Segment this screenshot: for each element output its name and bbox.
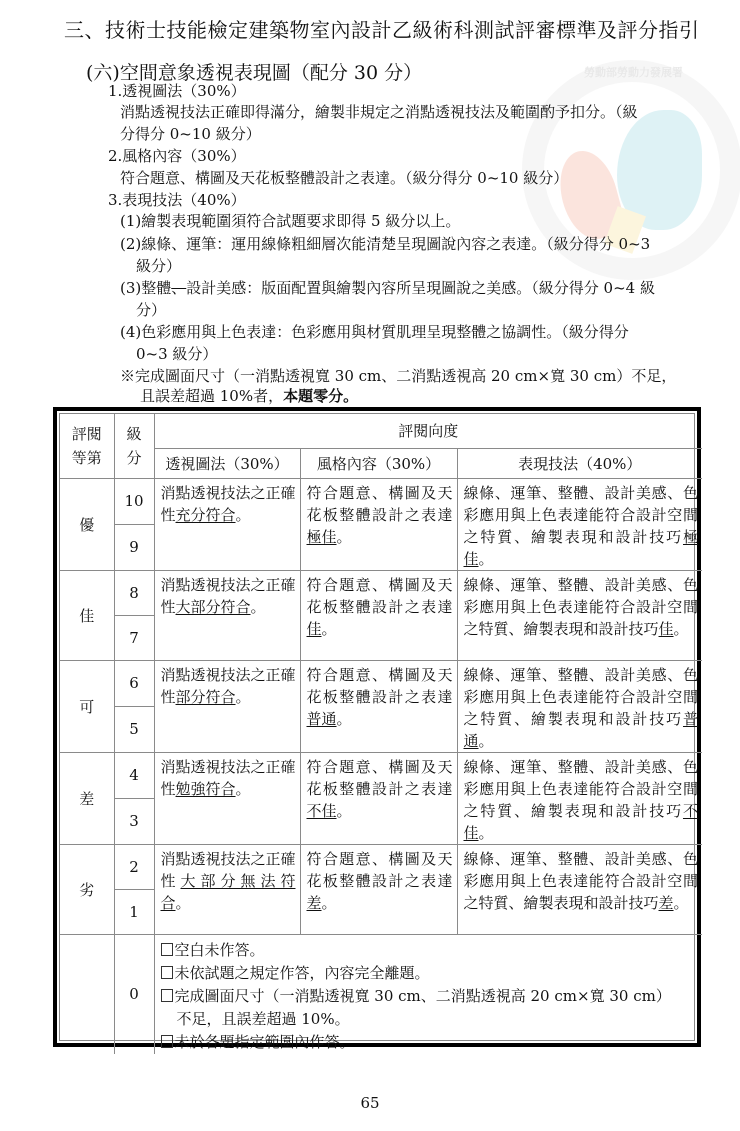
header-col-perspective: 透視圖法（30%） xyxy=(154,448,300,478)
header-col-technique: 表現技法（40%） xyxy=(457,448,702,478)
scoring-table xyxy=(53,407,701,1051)
criterion-3-heading: 3.表現技法（40%） xyxy=(108,191,246,209)
header-grade: 評閱 等第 xyxy=(60,414,114,478)
header-score: 級 分 xyxy=(114,414,154,478)
page-number: 65 xyxy=(360,1094,380,1112)
grade-label: 可 xyxy=(60,660,114,752)
perspective-desc: 消點透視技法之正確性大部分符合。 xyxy=(154,570,300,660)
score-value: 1 xyxy=(114,889,154,934)
condition-item-cont: 不足，且誤差超過 10%。 xyxy=(176,1009,350,1028)
score-value: 6 xyxy=(114,660,154,706)
style-desc: 符合題意、構圖及天花板整體設計之表達差。 xyxy=(300,844,457,934)
grade-label: 差 xyxy=(60,752,114,844)
style-desc: 符合題意、構圖及天花板整體設計之表達普通。 xyxy=(300,660,457,752)
page-title: 三、技術士技能檢定建築物室內設計乙級術科測試評審標準及評分指引 xyxy=(64,18,700,42)
score-value: 2 xyxy=(114,844,154,889)
logo-shape-icon xyxy=(617,110,702,230)
perspective-desc: 消點透視技法之正確性勉強符合。 xyxy=(154,752,300,844)
score-value: 7 xyxy=(114,615,154,660)
table-row xyxy=(60,660,702,706)
header-col-style: 風格內容（30%） xyxy=(300,448,457,478)
note-emphasis: 本題零分。 xyxy=(283,387,359,405)
criterion-3-item-3 xyxy=(120,278,655,299)
criterion-2-heading: 2.風格內容（30%） xyxy=(108,147,246,165)
technique-desc: 線條、運筆、整體、設計美感、色彩應用與上色表達能符合設計空間之特質、繪製表現和設計技巧不佳。 xyxy=(457,752,702,844)
score-value: 3 xyxy=(114,798,154,844)
checkbox-icon xyxy=(161,943,173,956)
score-value: 4 xyxy=(114,752,154,798)
table-row xyxy=(60,844,702,889)
header-dimension: 評閱向度 xyxy=(154,414,702,448)
technique-desc: 線條、運筆、整體、設計美感、色彩應用與上色表達能符合設計空間之特質、繪製表現和設計技巧極佳。 xyxy=(457,478,702,570)
style-desc: 符合題意、構圖及天花板整體設計之表達不佳。 xyxy=(300,752,457,844)
note-text: 且誤差超過 10%者， xyxy=(140,387,284,405)
note-line-2 xyxy=(140,386,358,407)
checkbox-icon xyxy=(161,1035,173,1048)
grade-label: 優 xyxy=(60,478,114,570)
criterion-1-text: 分得分 0~10 級分） xyxy=(120,125,261,143)
score-value: 9 xyxy=(114,524,154,570)
criterion-3-item-2-cont: 級分） xyxy=(136,257,182,275)
item-3-prefix: (3)整體 xyxy=(120,279,172,297)
condition-item: 未依試題之規定作答，內容完全離題。 xyxy=(161,962,697,985)
section-title: (六)空間意象透視表現圖（配分 30 分） xyxy=(86,62,423,84)
technique-desc: 線條、運筆、整體、設計美感、色彩應用與上色表達能符合設計空間之特質、繪製表現和設計技巧普通。 xyxy=(457,660,702,752)
style-desc: 符合題意、構圖及天花板整體設計之表達佳。 xyxy=(300,570,457,660)
checkbox-icon xyxy=(161,989,173,1002)
perspective-desc: 消點透視技法之正確性部分符合。 xyxy=(154,660,300,752)
perspective-desc: 消點透視技法之正確性大部分無法符合。 xyxy=(154,844,300,934)
struck-mark: 、 xyxy=(171,279,187,297)
criterion-3-item-3-cont: 分） xyxy=(136,301,167,319)
criterion-3-item-4: (4)色彩應用與上色表達：色彩應用與材質肌理呈現整體之協調性。（級分得分 xyxy=(120,323,629,341)
style-desc: 符合題意、構圖及天花板整體設計之表達極佳。 xyxy=(300,478,457,570)
note-line-1: ※完成圖面尺寸（一消點透視寬 30 cm、二消點透視高 20 cm×寬 30 cm）不足， xyxy=(120,367,677,385)
condition-item: 未於各題指定範圍內作答。 xyxy=(161,1031,697,1054)
item-3-rest: 設計美感：版面配置與繪製內容所呈現圖說之美感。（級分得分 0~4 級 xyxy=(186,279,655,297)
table-row xyxy=(60,752,702,798)
logo-shape-icon xyxy=(551,144,627,245)
criterion-3-item-4-cont: 0~3 級分） xyxy=(136,345,218,363)
technique-desc: 線條、運筆、整體、設計美感、色彩應用與上色表達能符合設計空間之特質、繪製表現和設計技巧佳。 xyxy=(457,570,702,660)
score-value: 0 xyxy=(114,934,154,1054)
table-row xyxy=(60,478,702,524)
criterion-1-heading: 1.透視圖法（30%） xyxy=(108,82,246,100)
score-value: 8 xyxy=(114,570,154,615)
condition-item: 空白未作答。 xyxy=(161,939,697,962)
zero-score-conditions xyxy=(154,934,702,1054)
checkbox-icon xyxy=(161,966,173,979)
criterion-3-item-1: (1)繪製表現範圍須符合試題要求即得 5 級分以上。 xyxy=(120,212,461,230)
condition-item: 完成圖面尺寸（一消點透視寬 30 cm、二消點透視高 20 cm×寬 30 cm） xyxy=(161,985,697,1008)
score-value: 10 xyxy=(114,478,154,524)
score-value: 5 xyxy=(114,706,154,752)
watermark-text: 勞動部勞動力發展署 xyxy=(584,66,683,79)
grade-label: 佳 xyxy=(60,570,114,660)
criterion-2-text: 符合題意、構圖及天花板整體設計之表達。（級分得分 0~10 級分） xyxy=(120,169,569,187)
grade-label: 劣 xyxy=(60,844,114,934)
criterion-1-text: 消點透視技法正確即得滿分，繪製非規定之消點透視技法及範圍酌予扣分。（級 xyxy=(120,103,638,121)
table-row xyxy=(60,570,702,615)
technique-desc: 線條、運筆、整體、設計美感、色彩應用與上色表達能符合設計空間之特質、繪製表現和設計技巧差。 xyxy=(457,844,702,934)
table-row-zero xyxy=(60,934,702,1054)
criterion-3-item-2: (2)線條、運筆：運用線條粗細層次能清楚呈現圖說內容之表達。（級分得分 0~3 xyxy=(120,235,651,253)
grade-label-empty xyxy=(60,934,114,1054)
perspective-desc: 消點透視技法之正確性充分符合。 xyxy=(154,478,300,570)
